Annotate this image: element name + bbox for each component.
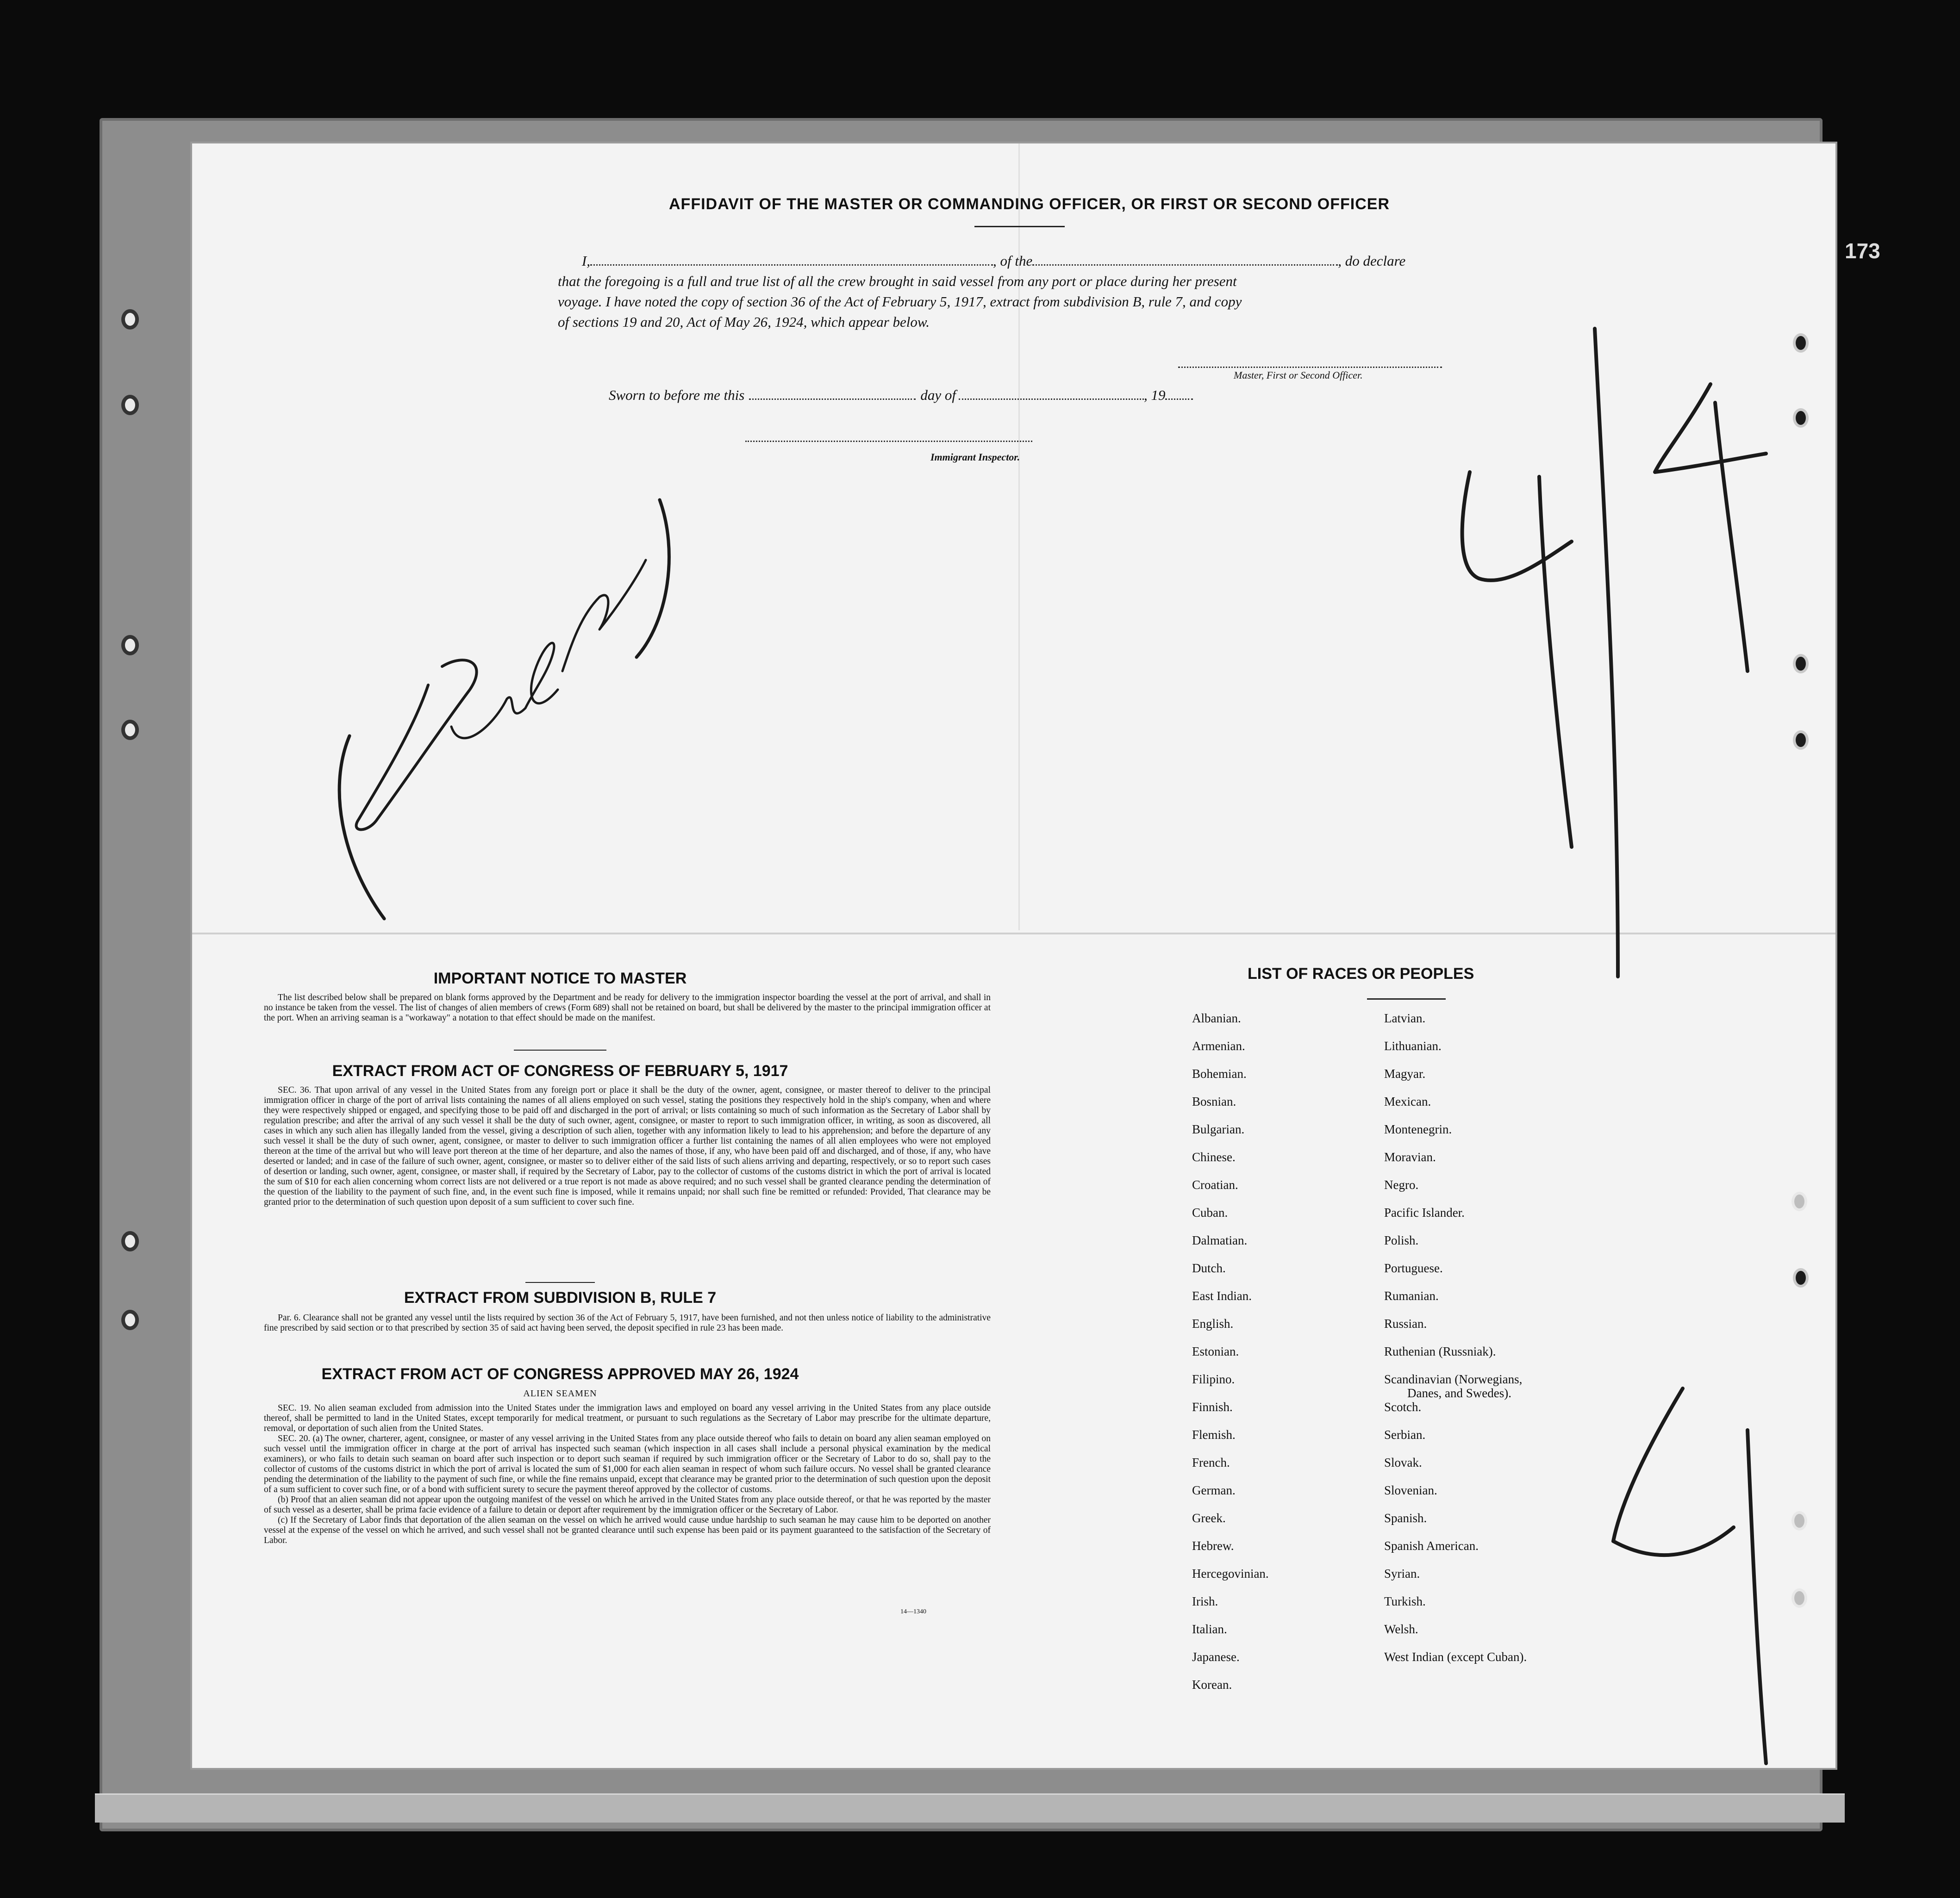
extract-1924-title: EXTRACT FROM ACT OF CONGRESS APPROVED MAY 26, 1924 — [321, 1365, 799, 1383]
binder-hole-right-5 — [1791, 1192, 1807, 1211]
race-right-item: Negro. — [1384, 1178, 1419, 1192]
race-left-item: Bulgarian. — [1192, 1122, 1245, 1136]
manifest-page — [192, 143, 1835, 1768]
binder-hole-right-3 — [1793, 654, 1809, 673]
races-right-column — [1384, 1011, 1616, 1705]
race-left-item: East Indian. — [1192, 1289, 1252, 1303]
race-right-item: Ruthenian (Russniak). — [1384, 1344, 1496, 1358]
race-left-item: Hebrew. — [1192, 1539, 1234, 1553]
race-left-item: Armenian. — [1192, 1039, 1245, 1053]
race-left-item: Flemish. — [1192, 1428, 1236, 1442]
rule7-text: Par. 6. Clearance shall not be granted any vessel until the lists required by section 36 of the Act of February 5, 1917, have been furnished, and not then unless notice of liability to the administrative fine prescribed by said section or to that prescribed by section 35 of said act having been served, the deposit specified in rule 23 has been made. — [264, 1313, 991, 1333]
binder-hole-left-3 — [121, 635, 139, 655]
race-left-item: Albanian. — [1192, 1011, 1241, 1025]
sworn-year-label: , 19 — [1143, 387, 1166, 403]
backing-edge — [95, 1793, 1845, 1823]
sworn-year-field[interactable] — [1165, 388, 1193, 400]
race-right-item: Magyar. — [1384, 1067, 1426, 1081]
races-left-column — [1192, 1011, 1368, 1705]
affidavit-line-2: that the foregoing is a full and true list of all the crew brought in said vessel from any port or place during her present — [558, 273, 1237, 289]
race-right-item: Montenegrin. — [1384, 1122, 1452, 1136]
race-left-item: Croatian. — [1192, 1178, 1238, 1192]
race-right-item: Serbian. — [1384, 1428, 1426, 1442]
inspector-label: Immigrant Inspector. — [930, 451, 1020, 463]
notice-title: IMPORTANT NOTICE TO MASTER — [433, 970, 687, 987]
race-right-item: Slovak. — [1384, 1456, 1422, 1469]
affidavit-line-3: voyage. I have noted the copy of section 36 of the Act of February 5, 1917, extract from subdivision B, rule 7, and copy — [558, 293, 1242, 310]
vessel-name-field[interactable] — [1032, 254, 1338, 266]
binder-hole-right-2 — [1793, 408, 1809, 428]
race-left-item: Chinese. — [1192, 1150, 1236, 1164]
alien-seamen-subtitle: ALIEN SEAMEN — [523, 1388, 597, 1399]
race-left-item: German. — [1192, 1483, 1236, 1497]
affidavit-line-4: of sections 19 and 20, Act of May 26, 1924, which appear below. — [558, 314, 930, 330]
race-right-item: Welsh. — [1384, 1622, 1418, 1636]
affidavit-body — [558, 251, 1484, 332]
race-right-item: Lithuanian. — [1384, 1039, 1442, 1053]
race-left-item: Dutch. — [1192, 1261, 1226, 1275]
binder-hole-left-2 — [121, 395, 139, 415]
race-left-item: Greek. — [1192, 1511, 1226, 1525]
race-left-item: English. — [1192, 1317, 1234, 1331]
handwritten-mark-4-right — [1646, 366, 1794, 690]
race-right-item: Slovenian. — [1384, 1483, 1437, 1497]
race-left-item: Japanese. — [1192, 1650, 1240, 1664]
race-left-item: Italian. — [1192, 1622, 1227, 1636]
race-right-item: Rumanian. — [1384, 1289, 1439, 1303]
race-left-item: Finnish. — [1192, 1400, 1233, 1414]
duplicate-handwriting — [275, 467, 683, 953]
binder-hole-left-4 — [121, 720, 139, 740]
race-right-item: Turkish. — [1384, 1594, 1426, 1608]
affidavit-i: I, — [581, 253, 590, 269]
race-right-item: Portuguese. — [1384, 1261, 1443, 1275]
page-number: 173 — [1845, 239, 1880, 263]
affidavit-title: AFFIDAVIT OF THE MASTER OR COMMANDING OFFICER, OR FIRST OR SECOND OFFICER — [669, 195, 1390, 213]
binder-hole-left-6 — [121, 1310, 139, 1330]
race-right-item: Mexican. — [1384, 1095, 1431, 1108]
sworn-day-label: day of — [920, 387, 956, 403]
extract-1917-rule — [525, 1282, 595, 1283]
extract-1924-body — [264, 1403, 991, 1546]
race-left-item: Cuban. — [1192, 1206, 1228, 1220]
binder-hole-right-1 — [1793, 333, 1809, 353]
race-left-item: Irish. — [1192, 1594, 1218, 1608]
race-right-item: West Indian (except Cuban). — [1384, 1650, 1527, 1664]
race-left-item: Dalmatian. — [1192, 1233, 1248, 1247]
affidavit-title-rule — [974, 226, 1065, 227]
race-right-item: Spanish. — [1384, 1511, 1427, 1525]
affidavit-of-the: , of the — [993, 253, 1033, 269]
race-right-item: Syrian. — [1384, 1567, 1420, 1581]
sworn-label: Sworn to before me this — [609, 387, 745, 403]
race-left-item: Bohemian. — [1192, 1067, 1247, 1081]
binder-hole-right-8 — [1791, 1588, 1807, 1608]
race-left-item: Estonian. — [1192, 1344, 1239, 1358]
race-right-item: Russian. — [1384, 1317, 1427, 1331]
race-right-item: Latvian. — [1384, 1011, 1426, 1025]
races-title-rule — [1367, 998, 1446, 1000]
sec-19-text: SEC. 19. No alien seaman excluded from admission into the United States under the immigration laws and employed on board any vessel arriving in the United States from any place outside thereof, shall be permitted to land in the United States, except temporarily for medical treatment, or pursuant to such regulations as the Secretary of Labor may prescribe for the ultimate departure, removal, or deportation of such alien from the United States. — [264, 1403, 991, 1433]
sworn-month-field[interactable] — [959, 388, 1144, 400]
form-number: 14—1340 — [900, 1608, 926, 1615]
inspector-signature-line[interactable] — [745, 439, 1032, 442]
notice-text: The list described below shall be prepared on blank forms approved by the Department and be ready for delivery to the immigration inspector boarding the vessel at the port of arrival, and shall in no instance be taken from the vessel. The list of changes of alien members of crews (Form 689) shall not be retained on board, but shall be delivered by the master to the principal immigration officer at the port. When an arriving seaman is a "workaway" a notation to that effect should be made on the manifest. — [264, 993, 991, 1023]
race-right-item: Moravian. — [1384, 1150, 1436, 1164]
race-right-item: Polish. — [1384, 1233, 1419, 1247]
binder-hole-right-4 — [1793, 730, 1809, 750]
master-signature-line[interactable] — [1178, 365, 1442, 368]
binder-hole-left-1 — [121, 309, 139, 330]
binder-hole-left-5 — [121, 1231, 139, 1251]
affidavit-declare: , do declare — [1338, 253, 1406, 269]
sec-20c-text: (c) If the Secretary of Labor finds that deportation of the alien seaman on the vessel on which he arrived would cause undue hardship to such seaman he may cause him to be deported on another vessel at the expense of the vessel on which he arrived, and such vessel shall not be granted clearance until such expense has been paid or its payment guaranteed to the satisfaction of the Secretary of Labor. — [264, 1515, 991, 1545]
sworn-line — [609, 385, 1193, 405]
race-left-item: French. — [1192, 1456, 1230, 1469]
notice-rule — [514, 1050, 606, 1051]
race-left-item: Filipino. — [1192, 1372, 1235, 1386]
handwritten-mark-4-lower — [1595, 1375, 1835, 1773]
extract-1917-text: SEC. 36. That upon arrival of any vessel in the United States from any foreign port or place it shall be the duty of the owner, agent, consignee, or master thereof to deliver to the principal immigration officer in charge of the port of arrival lists containing the names of all aliens employed on such vessel, stating the positions they respectively hold in the ship's company, when and where they were respectively shipped or engaged, and specifying those to be paid off and discharged in the port of arrival; or lists containing so much of such information as the Secretary of Labor shall by regulation prescribe; and after the arrival of any such vessel it shall be the duty of such owner, agent, consignee, or master to report to such immigration officer, in writing, as soon as discovered, all cases in which any such alien has illegally landed from the vessel, giving a description of such alien, together with any information likely to lead to his apprehension; and before the departure of any such vessel it shall be the duty of such owner, agent, consignee, or master to deliver to such immigration officer a further list containing the names of all alien employees who were not employed thereon at the time of the arrival but who will leave port thereon at the time of her departure, and also the names of those, if any, who have been paid off and discharged, and of those, if any, who have deserted or landed; and in case of the failure of such owner, agent, consignee, or master so to deliver either of the said lists of such aliens arriving and departing, respectively, or so to report such cases of desertion or landing, such owner, agent, consignee, or master shall, if required by the Secretary of Labor, pay to the collector of customs of the customs district in which the port of arrival is located the sum of $10 for each alien concerning whom correct lists are not delivered or a true report is not made as above required; and no such vessel shall be granted clearance pending the determination of the question of the liability to the payment of such fine, and, in the event such fine is imposed, while it remains unpaid; nor shall such fine be remitted or refunded: Provided, That clearance may be granted prior to the determination of such question upon deposit of a sum sufficient to cover such fine. — [264, 1085, 991, 1207]
sec-20a-text: SEC. 20. (a) The owner, charterer, agent, consignee, or master of any vessel arriving in the United States from any place outside thereof who fails to detain on board any alien seaman employed on such vessel until the immigration officer in charge at the port of arrival has inspected such seaman (which inspection in all cases shall include a personal physical examination by the medical examiners), or who fails to detain such seaman on board after such inspection or to deport such seaman if required by such immigration officer or the Secretary of Labor to do so, shall pay to the collector of customs of the customs district in which the port of arrival is located the sum of $1,000 for each alien seaman in respect of whom such failure occurs. No vessel shall be granted clearance pending the determination of the liability to the payment of such fine, or while the fine remains unpaid, except that clearance may be granted prior to the determination of such question upon the deposit of a sum sufficient to cover such fine, or of a bond with sufficient surety to secure the payment thereof approved by the collector of customs. — [264, 1434, 991, 1494]
races-title: LIST OF RACES OR PEOPLES — [1248, 965, 1474, 983]
race-left-item: Bosnian. — [1192, 1095, 1236, 1108]
race-right-item: Danes, and Swedes). — [1407, 1386, 1511, 1400]
race-left-item: Korean. — [1192, 1678, 1232, 1692]
race-left-item: Hercegovinian. — [1192, 1567, 1269, 1581]
master-signature-label: Master, First or Second Officer. — [1234, 369, 1363, 381]
race-right-item: Pacific Islander. — [1384, 1206, 1465, 1220]
binder-hole-right-7 — [1791, 1511, 1807, 1531]
extract-1917-title: EXTRACT FROM ACT OF CONGRESS OF FEBRUARY 5, 1917 — [332, 1062, 788, 1080]
race-right-item: Scotch. — [1384, 1400, 1422, 1414]
race-right-item: Spanish American. — [1384, 1539, 1479, 1553]
sworn-date-field[interactable] — [749, 388, 916, 400]
officer-name-field[interactable] — [590, 254, 993, 266]
sec-20b-text: (b) Proof that an alien seaman did not appear upon the outgoing manifest of the vessel on which he arrived in the United States from any place outside thereof, or that he was reported by the master of such vessel as a deserter, shall be prima facie evidence of a failure to detain or deport after requirement by the immigration officer or the Secretary of Labor. — [264, 1495, 991, 1515]
handwritten-mark-4-left — [1451, 319, 1646, 990]
rule7-title: EXTRACT FROM SUBDIVISION B, RULE 7 — [404, 1289, 717, 1307]
binder-hole-right-6 — [1793, 1268, 1809, 1288]
race-right-item: Scandinavian (Norwegians, — [1384, 1372, 1523, 1386]
